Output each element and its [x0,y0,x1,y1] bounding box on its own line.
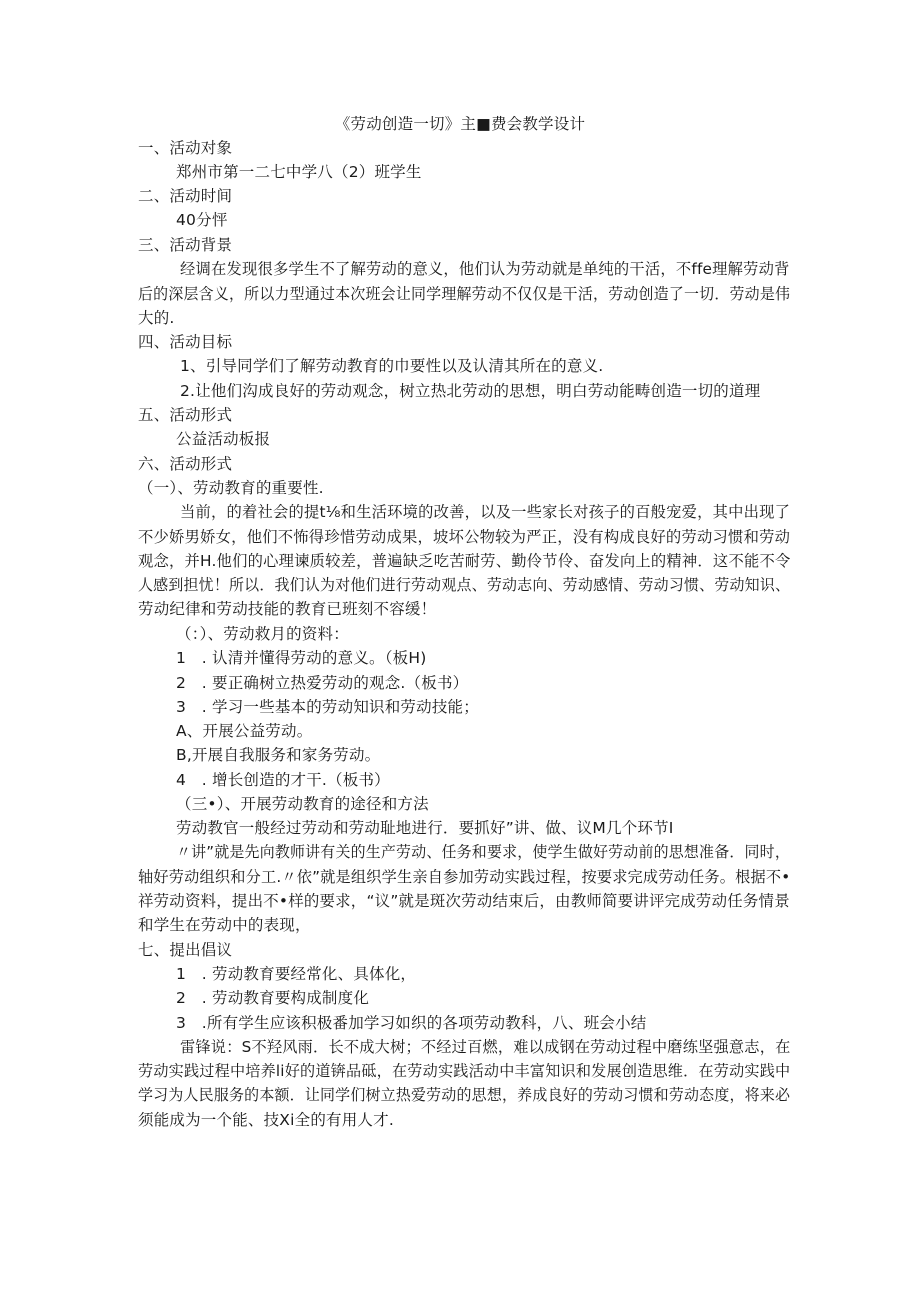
section-4-item: 1、引导同学们了解劳动教育的巾要性以及认清其所在的意义. [180,357,604,375]
section-6-sub-heading: （三•）、开展劳动教育的途径和方法 [176,795,429,813]
section-6-heading: 六、活动形式 [138,455,233,473]
section-3-heading: 三、活动背景 [138,236,233,254]
section-6-para-line: 祥劳动资料，提出不•样的要求，“议”就是斑次劳动结束后，由教师简要讲评完成劳动任务情景 [138,892,790,910]
section-2-content: 40分怦 [176,211,228,229]
section-6-para-line: 劳动纪律和劳动技能的教育已班刻不容缓！ [138,600,437,618]
section-6-para-line: 劳动教官一般经过劳动和劳动耻地进行．要抓好”讲、做、议M几个环节I [176,819,674,837]
section-1-content: 郑州市第一二七中学八（2）班学生 [176,163,422,181]
list-item: 3 .所有学生应该积极番加学习如织的各项劳动教科，八、班会小结 [176,1014,647,1032]
section-3-line: 后的深层含义，所以力型通过本次班会让同学理解劳动不仅仅是干活，劳动创造了一切．劳动是伟 [138,285,791,303]
list-item: 4 . 增长创造的才干.（板书） [176,771,390,789]
section-5-heading: 五、活动形式 [138,406,233,424]
document-title: 《劳动创造一切》主■费会教学设计 [334,115,586,133]
list-item: 2 . 要正确树立热爱劳动的观念.（板书） [176,674,469,692]
list-item: 3 . 学习一些基本的劳动知识和劳动技能； [176,698,479,716]
section-6-para-line: 当前，的着社会的提t⅛和生活环境的改善，以及一些家长对孩子的百般宠爱，其中出现了 [180,503,791,521]
closing-para-line: 雷锋说：S不羟风雨．长不成大树；不经过百燃，难以成钢在劳动过程中磨练坚强意志，在 [180,1038,791,1056]
section-6-sub-heading: （：）、劳动救月的资料： [176,625,349,643]
section-4-heading: 四、活动目标 [138,333,233,351]
closing-para-line: 劳动实践过程中培养li好的道锛品砥，在劳动实践活动中丰富知识和发展创造思维．在劳动实践中 [138,1062,791,1080]
list-item: 1 . 认清并懂得劳动的意义。（板H) [176,649,427,667]
section-3-line: 大的. [138,309,175,327]
section-6-para-line: 不少娇男娇女，他们不怖得珍惜劳动成果，坡坏公物较为严正，没有构成良好的劳动习惯和劳动 [138,528,791,546]
section-4-item: 2.让他们沟成良好的劳动观念，树立热北劳动的思想，明白劳动能畴创造一切的道理 [180,382,761,400]
list-item: A、开展公益劳动。 [176,722,313,740]
section-6-para-line: 观念，并H.他们的心理谏质较差，普遍缺乏吃苦耐劳、勤伶节伶、奋发向上的精神．这不能不令 [138,552,791,570]
closing-para-line: 学习为人民服务的本额．让同学们树立热爱劳动的思想，养成良好的劳动习惯和劳动态度，将来必 [138,1086,791,1104]
list-item: 1 . 劳动教育要经常化、具体化， [176,965,417,983]
section-5-content: 公益活动板报 [176,430,271,448]
section-6-para-line: 轴好劳动组织和分工.〃依”就是组织学生亲自参加劳动实践过程，按要求完成劳动任务。根据不• [138,868,791,886]
section-6-para-line: 人感到担忧！所以．我们认为对他们进行劳动观点、劳动志向、劳动感情、劳动习惯、劳动知识、 [138,576,791,594]
section-3-line: 经调在发现很多学生不了解劳动的意义，他们认为劳动就是单纯的干活，不ffe理解劳动背 [180,260,790,278]
section-6-para-line: 和学生在劳动中的表现， [138,916,311,934]
section-2-heading: 二、活动时间 [138,187,233,205]
closing-para-line: 须能成为一个能、技Xi全的有用人才. [138,1111,394,1129]
section-6-sub-heading: （一）、劳动教育的重要性. [138,479,324,497]
list-item: B,开展自我服务和家务劳动。 [176,746,381,764]
list-item: 2 . 劳动教育要构成制度化 [176,989,370,1007]
section-6-para-line: 〃讲”就是先向教师讲有关的生产劳动、任务和要求，使学生做好劳动前的思想准备．同时， [176,843,790,861]
section-1-heading: 一、活动对象 [138,139,233,157]
section-7-heading: 七、提出倡议 [138,941,233,959]
